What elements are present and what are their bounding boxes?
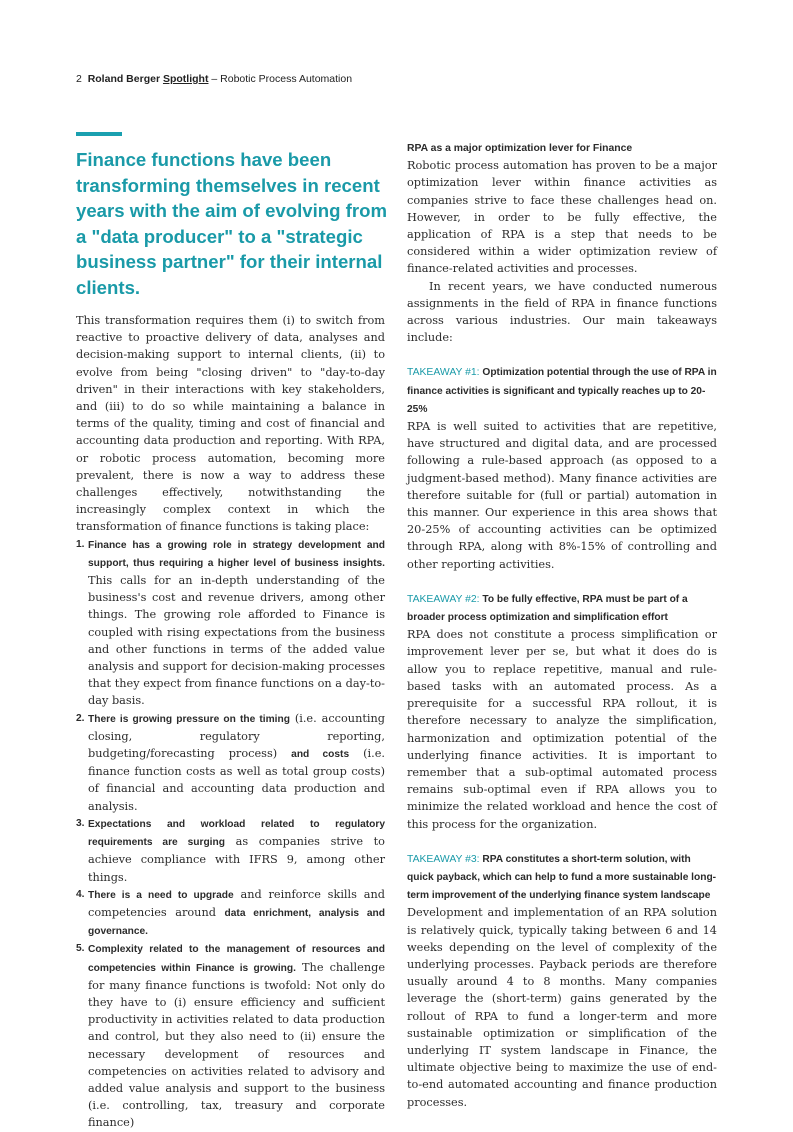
accent-rule (76, 132, 122, 136)
brand-name: Roland Berger (87, 73, 161, 85)
takeaway-title: To be fully effective, RPA must be part of a broader process optimization and simplification effort (407, 593, 688, 624)
takeaway-3 (407, 850, 717, 1111)
list-item (76, 815, 385, 886)
list-item-text: (i.e. accounting closing, regulatory reporting, budgeting/forecasting process) (88, 711, 385, 761)
page-number: 2 (76, 73, 82, 85)
section-paragraph-2: In recent years, we have conducted numerous assignments in the field of RPA in finance functions across various industries. Our main takeaways include: (407, 279, 717, 345)
list-item-bold: Complexity related to the management of resources and competencies within Finance is growing. (88, 944, 385, 974)
takeaway-label: TAKEAWAY #3: (407, 853, 480, 865)
list-item (76, 536, 385, 710)
challenge-list (76, 536, 385, 1132)
list-item-text: The challenge for many finance functions is twofold: Not only do they have to (i) ensure efficiency and sufficient productivity in activities related to data production and control, but they also need to (ii) ensure the necessary development of resources and competencies on activities related to advisory and added value analysis and support to the business (i.e. controlling, tax, treasury and corporate finance) (88, 960, 386, 1130)
takeaway-body: RPA does not constitute a process simplification or improvement lever per se, but what it does do is allow you to replace repetitive, manual and rule-based tasks with an automated process. As a prerequisite for a successful RPA rollout, it is therefore necessary to analyze the simplification, harmonization and optimization potential of the underlying finance activities. It is important to remember that a sub-optimal automated process remains sub-optimal even if RPA allows you to minimize the related workload and hence the cost of this process for the organization. (407, 628, 717, 831)
list-item-text: This calls for an in-depth understanding of the business's cost and revenue drivers, among other things. The growing role afforded to Finance is coupled with rising expectations from the business and other functions in terms of the added value analysis and support for decision-making processes that they expect from finance functions on a day-to-day basis. (88, 574, 385, 708)
list-number: 1. (76, 538, 85, 550)
list-item-bold-2: data enrichment, analysis and governance. (88, 907, 385, 938)
header-topic: Robotic Process Automation (220, 73, 353, 85)
takeaway-title: RPA constitutes a short-term solution, with quick payback, which can help to fund a more sustainable long-term improvement of the underlying finance system landscape (407, 853, 717, 902)
left-column (76, 312, 385, 1132)
intro-paragraph: This transformation requires them (i) to switch from reactive to proactive delivery of data, analyses and decision-making support to internal clients, (ii) to evolve from being "closing driven" to "day-to-day driven" in their interactions with key stakeholders, and (iii) to do so while maintaining a balance in terms of the quality, timing and cost of financial and accounting data production and reporting. With RPA, or robotic process automation, becoming more prevalent, there is now a way to address these challenges effectively, notwithstanding the increasingly complex context in which the transformation of finance functions is taking place: (76, 314, 385, 534)
list-number: 4. (76, 888, 85, 900)
list-item-text-2: (i.e. finance function costs as well as total group costs) of financial and accounting data production and analysis. (88, 747, 386, 813)
list-item-bold-2: and costs (291, 749, 350, 761)
running-header (76, 73, 352, 85)
header-separator: – (208, 73, 221, 85)
list-number: 5. (76, 943, 85, 955)
list-item (76, 710, 385, 815)
list-number: 3. (76, 817, 85, 829)
list-item-bold: There is a need to upgrade (88, 889, 234, 901)
takeaway-label: TAKEAWAY #1: (407, 367, 480, 379)
list-item (76, 940, 385, 1131)
right-column (407, 140, 717, 1111)
takeaway-2 (407, 590, 717, 833)
section-paragraph-1: Robotic process automation has proven to be a major optimization lever within finance activities as companies strive to face these challenges head on. However, in order to be fully effective, the application of RPA is a step that needs to be considered within a wider optimization review of finance-related activities and processes. (407, 159, 717, 276)
series-name: Spotlight (162, 73, 209, 85)
takeaway-label: TAKEAWAY #2: (407, 593, 480, 605)
takeaway-body: RPA is well suited to activities that are repetitive, have structured and digital data, and are processed following a rule-based approach (as opposed to a judgment-based method). Many finance activities are therefore suitable for (full or partial) automation in this manner. Our experience in this area shows that 20-25% of accounting activities can be optimized through RPA, along with 8%-15% of controlling and other reporting activities. (407, 420, 717, 571)
list-number: 2. (76, 712, 85, 724)
list-item-text: and reinforce skills and competencies around (88, 887, 385, 919)
list-item-text: as companies strive to achieve compliance with IFRS 9, among other things. (88, 835, 385, 884)
list-item (76, 886, 385, 941)
takeaway-body: Development and implementation of an RPA solution is relatively quick, typically taking between 6 and 14 weeks depending on the level of complexity of the underlying processes. Payback periods are therefore usually around 4 to 8 months. Many companies leverage the (short-term) gains generated by the rollout of RPA to fund a longer-term and more sustainable optimization or simplification of the underlying IT system landscape in Finance, the ultimate objective being to maximize the use of end-to-end automated accounting and finance production processes. (407, 906, 717, 1109)
takeaway-title: Optimization potential through the use of RPA in finance activities is significant and typically reaches up to 20-25% (407, 367, 717, 415)
list-item-bold: Expectations and workload related to regulatory requirements are surging (88, 818, 385, 849)
page-headline: Finance functions have been transforming themselves in recent years with the aim of evolving from a "data producer" to a "strategic business partner" for their internal clients. (76, 149, 388, 298)
takeaway-1 (407, 363, 717, 572)
list-item-bold: There is growing pressure on the timing (88, 713, 290, 725)
section-title: RPA as a major optimization lever for Finance (407, 143, 633, 154)
list-item-bold: Finance has a growing role in strategy development and support, thus requiring a higher level of business insights. (88, 539, 385, 569)
